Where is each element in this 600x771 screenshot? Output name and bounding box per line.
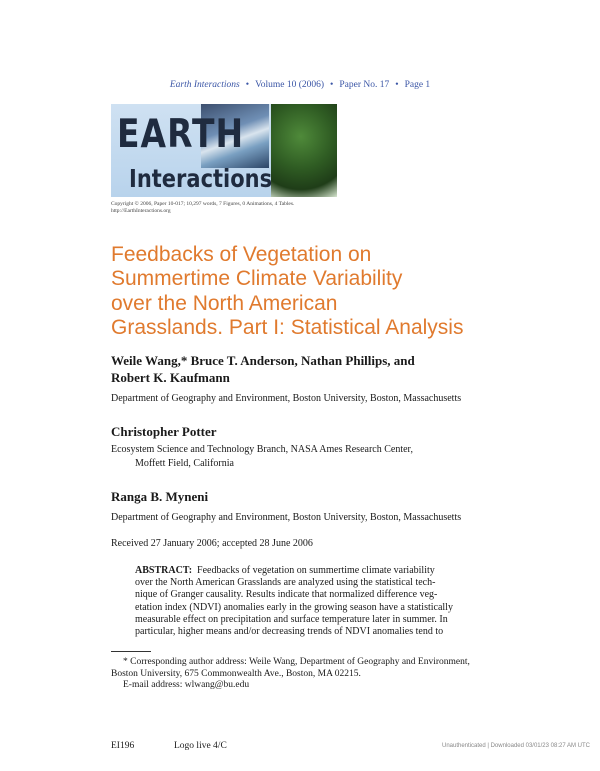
footnote-line: Boston University, 675 Commonwealth Ave., Boston, MA 02215. xyxy=(111,668,361,679)
footnote-email: E-mail address: wlwang@bu.edu xyxy=(123,680,250,690)
affiliation: Department of Geography and Environment, Boston University, Boston, Massachusetts xyxy=(111,393,462,404)
abstract-line: measurable effect on precipitation and surface temperature later in summer. In xyxy=(135,613,448,625)
header-separator: • xyxy=(330,80,334,90)
title-line: Feedbacks of Vegetation on xyxy=(111,243,372,266)
author-names: Weile Wang,* Bruce T. Anderson, Nathan Phillips, and xyxy=(111,353,415,368)
journal-logo xyxy=(111,104,337,197)
abstract-line: Feedbacks of vegetation on summertime climate variability xyxy=(197,565,435,576)
header-separator: • xyxy=(245,80,250,90)
footnote-line: * Corresponding author address: Weile Wang, Department of Geography and Environment, xyxy=(123,657,470,667)
abstract-line: etation index (NDVI) anomalies early in the growing season have a statistically xyxy=(135,601,453,613)
author-names: Robert K. Kaufmann xyxy=(111,370,230,385)
affiliation: Department of Geography and Environment, Boston University, Boston, Massachusetts xyxy=(111,512,462,523)
footnote-rule xyxy=(111,651,151,652)
author-block xyxy=(111,352,531,551)
footnote xyxy=(111,657,491,692)
abstract-label: ABSTRACT: xyxy=(135,565,193,576)
copyright-notice xyxy=(111,201,371,215)
received-dates: Received 27 January 2006; accepted 28 June 2006 xyxy=(111,538,313,549)
page-code: EI196 xyxy=(111,741,135,751)
author-name: Ranga B. Myneni xyxy=(111,489,209,504)
abstract xyxy=(135,565,490,638)
logo-word-interactions: Interactions xyxy=(129,164,273,193)
header-separator: • xyxy=(395,80,399,90)
affiliation: Moffett Field, California xyxy=(135,458,234,469)
paper-title xyxy=(111,243,531,340)
download-stamp: Unauthenticated | Downloaded 03/01/23 08:27 AM UTC xyxy=(442,743,590,749)
affiliation: Ecosystem Science and Technology Branch, NASA Ames Research Center, xyxy=(111,444,413,455)
journal-name: Earth Interactions xyxy=(169,80,240,90)
abstract-line: particular, higher means and/or decreasing trends of NDVI anomalies tend to xyxy=(135,626,444,638)
logo-word-earth: EARTH xyxy=(117,110,245,157)
logo-note: Logo live 4/C xyxy=(174,741,227,751)
title-line: Summertime Climate Variability xyxy=(111,267,403,291)
journal-url: http://EarthInteractions.org xyxy=(111,208,171,214)
author-name: Christopher Potter xyxy=(111,424,217,439)
journal-header xyxy=(0,80,600,90)
page-number: Page 1 xyxy=(404,80,431,90)
tree-photo xyxy=(271,104,337,197)
title-line: Grasslands. Part I: Statistical Analysis xyxy=(111,315,464,339)
copyright-line: Copyright © 2006, Paper 10-017; 10,297 words, 7 Figures, 0 Animations, 4 Tables. xyxy=(111,201,295,207)
volume-info: Volume 10 (2006) xyxy=(255,80,325,90)
abstract-line: over the North American Grasslands are analyzed using the statistical tech- xyxy=(135,577,436,589)
paper-number: Paper No. 17 xyxy=(339,80,390,90)
title-line: over the North American xyxy=(111,291,338,315)
abstract-line: nique of Granger causality. Results indicate that normalized difference veg- xyxy=(135,589,438,601)
